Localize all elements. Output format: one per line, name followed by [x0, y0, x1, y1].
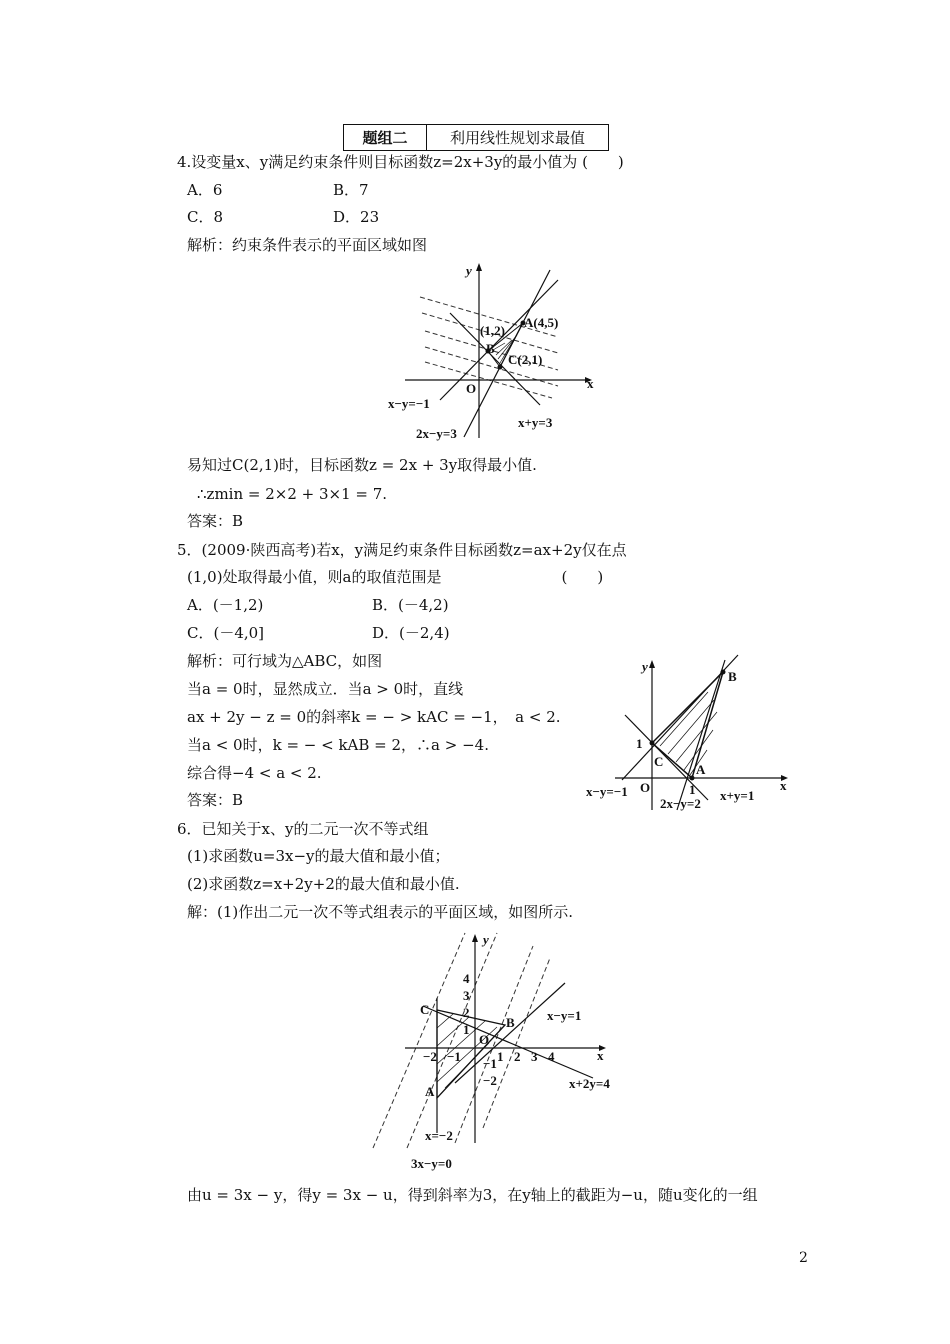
q6-solution: 解：(1)作出二元一次不等式组表示的平面区域，如图所示.	[187, 903, 574, 921]
q4-fig-point-b: B	[486, 341, 495, 356]
q4-figure	[380, 255, 620, 445]
q6-fig-xtick-m2: −2	[423, 1049, 437, 1064]
q4-line2: ∴zmin = 2×2 + 3×1 = 7.	[197, 485, 388, 503]
q6-fig-line2: x+2y=4	[569, 1076, 610, 1091]
q4-fig-point-a: A(4,5)	[524, 315, 559, 330]
q6-part1: (1)求函数u=3x−y的最大值和最小值；	[187, 847, 450, 865]
q4-option-b: B．7	[333, 181, 369, 199]
section-topic: 利用线性规划求最值	[449, 129, 585, 147]
q4-answer: 答案：B	[187, 512, 244, 530]
q5-option-b: B．(－4,2)	[372, 596, 449, 614]
q6-fig-ytick-m2: −2	[483, 1073, 497, 1088]
q4-option-a: A．6	[187, 181, 223, 199]
q6-fig-c: C	[420, 1002, 430, 1017]
q5-stem2: (1,0)处取得最小值，则a的取值范围是 ( )	[187, 568, 604, 586]
q4-fig-x-label: x	[587, 376, 594, 391]
q4-fig-point-b-coord: (1,2)	[480, 323, 505, 338]
q4-analysis: 解析：约束条件表示的平面区域如图	[187, 236, 428, 254]
q4-fig-y-label: y	[466, 263, 472, 278]
q4-stem: 4.设变量x、y满足约束条件则目标函数z=2x+3y的最小值为 ( )	[177, 153, 624, 171]
q6-fig-b: B	[506, 1015, 515, 1030]
q4-option-d: D．23	[333, 208, 380, 226]
q4-fig-line3: x+y=3	[518, 415, 553, 430]
q5-fig-x-label: x	[780, 778, 787, 793]
q5-analysis-1: 解析：可行域为△ABC，如图	[187, 652, 383, 670]
q6-fig-xtick-m1: −1	[447, 1049, 461, 1064]
page-number: 2	[799, 1250, 808, 1266]
q5-option-a: A．(－1,2)	[187, 596, 264, 614]
q6-figure	[365, 928, 635, 1173]
q5-fig-one-x: 1	[689, 782, 696, 797]
q6-fig-xtick-2: 2	[514, 1049, 521, 1064]
q5-option-c: C．(－4,0]	[187, 624, 265, 642]
q5-fig-y-label: y	[642, 659, 648, 674]
q6-fig-line4: 3x−y=0	[411, 1156, 452, 1171]
q5-fig-origin: O	[640, 780, 651, 795]
q5-analysis-4: 当a < 0时，k = − < kAB = 2，∴a > −4.	[187, 736, 489, 754]
q5-figure	[580, 650, 800, 815]
q5-fig-b: B	[728, 669, 737, 684]
q5-analysis-5: 综合得−4 < a < 2.	[187, 764, 322, 782]
q6-fig-xtick-4: 4	[548, 1049, 555, 1064]
q5-fig-line3: x+y=1	[720, 788, 755, 803]
q4-line1: 易知过C(2,1)时，目标函数z = 2x + 3y取得最小值.	[187, 456, 537, 474]
q5-analysis-3: ax + 2y − z = 0的斜率k = − > kAC = −1， a < 2.	[187, 708, 561, 726]
q6-part2: (2)求函数z=x+2y+2的最大值和最小值.	[187, 875, 460, 893]
q5-stem1: 5．(2009·陕西高考)若x，y满足约束条件目标函数z=ax+2y仅在点	[177, 541, 627, 559]
q5-fig-line2: 2x−y=2	[660, 796, 701, 811]
q6-fig-line3: x=−2	[425, 1128, 453, 1143]
q5-answer: 答案：B	[187, 791, 244, 809]
q5-analysis-2: 当a = 0时，显然成立．当a > 0时，直线	[187, 680, 464, 698]
q4-fig-line1: x−y=−1	[388, 396, 430, 411]
q5-fig-line1: x−y=−1	[586, 784, 628, 799]
q6-fig-ytick-m1: −1	[483, 1056, 497, 1071]
q6-fig-x-label: x	[597, 1048, 604, 1063]
q6-last-line: 由u = 3x − y，得y = 3x − u，得到斜率为3，在y轴上的截距为−u，随u变化的一组	[187, 1186, 758, 1204]
q5-fig-a: A	[696, 762, 706, 777]
q6-fig-ytick-1: 1	[463, 1022, 470, 1037]
q4-option-c: C．8	[187, 208, 224, 226]
q6-fig-line1: x−y=1	[547, 1008, 582, 1023]
q6-fig-y-label: y	[483, 932, 489, 947]
q5-option-d: D．(－2,4)	[372, 624, 450, 642]
q5-fig-c: C	[654, 754, 664, 769]
q4-fig-origin: O	[466, 381, 477, 396]
q6-stem: 6．已知关于x、y的二元一次不等式组	[177, 820, 429, 838]
section-header	[343, 124, 609, 151]
q6-fig-ytick-3: 3	[463, 988, 470, 1003]
q6-fig-ytick-2: 2	[463, 1005, 470, 1020]
q6-fig-xtick-1: 1	[497, 1049, 504, 1064]
q6-fig-ytick-4: 4	[463, 971, 470, 986]
q4-fig-line2: 2x−y=3	[416, 426, 457, 441]
q6-fig-origin: O	[479, 1032, 490, 1047]
q6-fig-xtick-3: 3	[531, 1049, 538, 1064]
q6-fig-a: A	[425, 1084, 435, 1099]
q4-fig-point-c: C(2,1)	[508, 352, 543, 367]
q5-fig-one-y: 1	[636, 736, 643, 751]
section-group: 题组二	[344, 125, 427, 150]
